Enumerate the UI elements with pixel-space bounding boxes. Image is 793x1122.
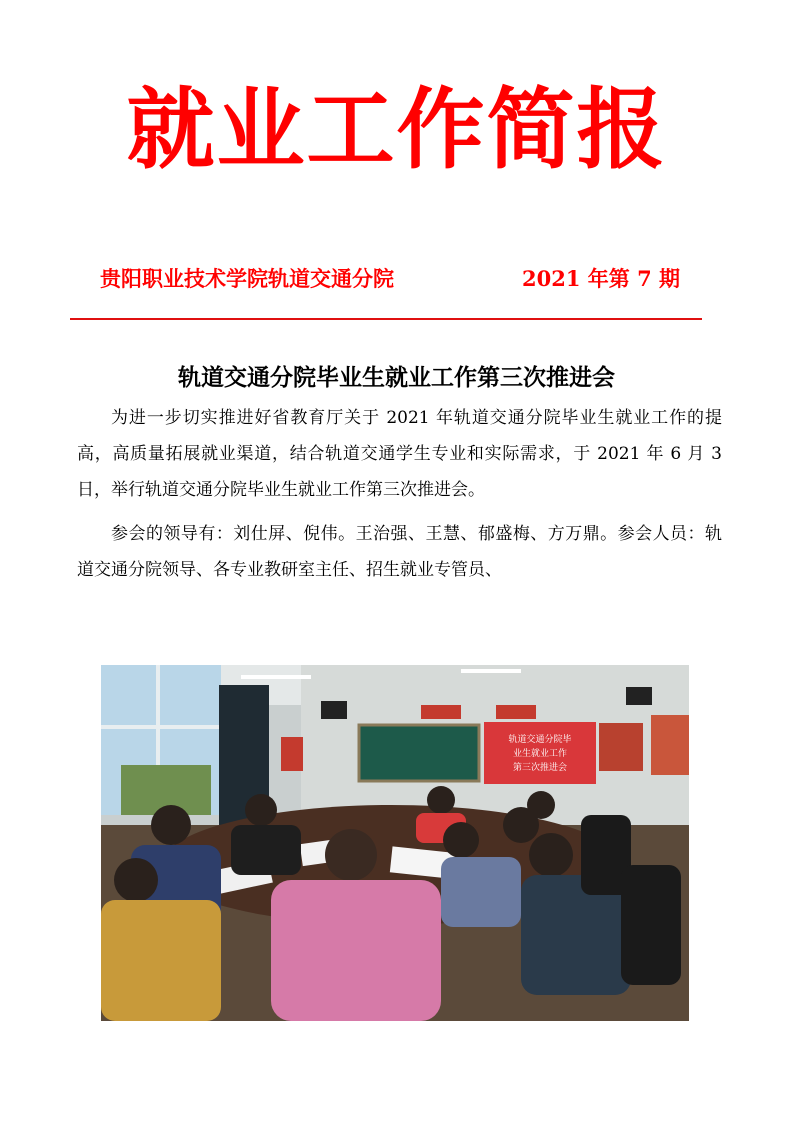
article-paragraph: 参会的领导有：刘仕屏、倪伟。王治强、王慧、郁盛梅、方万鼎。参会人员：轨道交通分院领导、各专业教研室主任、招生就业专管员、 bbox=[77, 524, 722, 580]
issue-bar bbox=[100, 262, 680, 296]
photo-banner-text: 第三次推进会 bbox=[512, 763, 568, 773]
photo-banner-text: 业生就业工作 bbox=[512, 749, 568, 759]
article-body bbox=[77, 400, 722, 596]
article-paragraph: 为进一步切实推进好省教育厅关于 2021 年轨道交通分院毕业生就业工作的提高，高质量拓展就业渠道，结合轨道交通学生专业和实际需求，于 2021 年 6 月 3 日，举行轨道交通分院毕业生就业工作第三次推进会。 bbox=[77, 408, 722, 500]
meeting-photo bbox=[101, 665, 689, 1021]
red-divider-rule bbox=[70, 318, 702, 320]
issue-number: 2021 年第 7 期 bbox=[522, 266, 680, 291]
newsletter-masthead-title: 就业工作简报 bbox=[126, 78, 667, 181]
article-headline: 轨道交通分院毕业生就业工作第三次推进会 bbox=[178, 365, 615, 391]
photo-banner-text: 轨道交通分院毕 bbox=[508, 735, 572, 745]
school-name: 贵阳职业技术学院轨道交通分院 bbox=[100, 266, 394, 291]
